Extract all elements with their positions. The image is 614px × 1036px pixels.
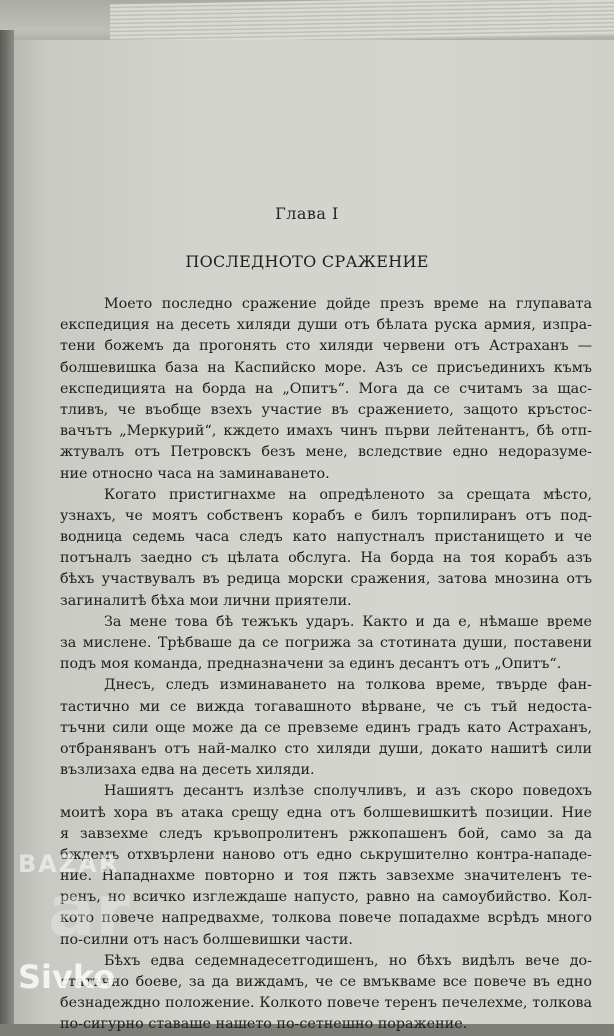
text-line: подъ моя команда, предназначени за единъ десантъ отъ „Опитъ“. [60, 656, 562, 673]
text-line: Нашиятъ десантъ излѣзе сполучливъ, и азъ скоро поведохъ [104, 783, 592, 800]
book-spine [0, 30, 14, 1024]
text-line: Бѣхъ едва седемнадесетгодишенъ, но бѣхъ видѣлъ вече до- [104, 952, 592, 969]
text-line: бѣхъ участвувалъ въ редица морски сражения, затова мнозина отъ [60, 571, 592, 588]
text-line: експедиция на десеть хиляди души отъ бѣлата руска армия, изпра- [60, 317, 592, 334]
text-line: по-силни отъ насъ болшевишки части. [60, 931, 353, 948]
chapter-number: Глава I [275, 204, 339, 223]
text-line: статъчно боеве, за да виждамъ, че се вмъкваме все повече въ едно [60, 974, 592, 990]
watermark-bottom-text: Sivko [18, 958, 116, 996]
text-line: узнахъ, че моятъ собственъ корабъ е билъ торпилиранъ отъ под- [60, 507, 592, 524]
text-line: тени божемъ да прогонять сто хиляди червени отъ Астраханъ — [60, 338, 592, 355]
text-line: ние относно часа на заминаването. [60, 465, 330, 482]
text-line: бждемъ отхвърлени наново отъ едно ськрушително контра-нападе- [60, 846, 592, 863]
chapter-title: ПОСЛЕДНОТО СРАЖЕНИЕ [185, 252, 429, 271]
text-line: вачътъ „Меркурий“, кждето имахъ чинъ първи лейтенантъ, бѣ отп- [60, 423, 592, 440]
text-line: възлизаха едва на десеть хиляди. [60, 762, 315, 779]
watermark-big-text: ar [48, 870, 130, 952]
text-line: болшевишка база на Каспийско море. Азъ се присъединихъ къмъ [60, 359, 592, 376]
watermark-logo [18, 850, 358, 1010]
text-line: ние. Нападнахме повторно и тоя пжть завзехме значителенъ те- [60, 868, 592, 885]
text-line: ренъ, но всичко изглеждаше напусто, равно на самоубийство. Кол- [60, 889, 592, 906]
text-line: експедицията на борда на „Опитъ“. Мога да се считамъ за щас- [60, 380, 592, 397]
text-line: загиналитѣ бѣха мои лични приятели. [60, 592, 352, 609]
text-line: тастично ми се вижда тогавашното вѣрване, че съ тъй недоста- [60, 698, 592, 715]
text-line: моитѣ хора въ атака срещу една отъ болшевишкитѣ позиции. Ние [60, 804, 592, 821]
text-line: за мислене. Трѣбваше да се погрижа за стотината души, поставени [60, 635, 592, 651]
text-line: по-сигурно ставаше нашето по-сетнешно поражение. [60, 1016, 468, 1033]
text-line: кото повече напредвахме, толкова повече попадахме всрѣдъ много [60, 910, 592, 927]
text-line: Моето последно сражение дойде презъ време на глупавата [104, 296, 592, 312]
text-line: безнадеждно положение. Колкото повече теренъ печелехме, толкова [60, 995, 592, 1012]
watermark-top-text: BAZAR [18, 850, 120, 878]
text-line: я завзехме следъ кръвопролитенъ ржкопашенъ бой, само за да [60, 825, 592, 842]
text-line: тливъ, че въобще взехъ участие въ сражението, защото кръстос- [60, 401, 592, 418]
text-line: За мене това бѣ тежъкъ ударъ. Както и да е, нѣмаше време [104, 613, 592, 630]
text-line: тъчни сили още може да се превземе единъ градъ като Астраханъ, [60, 719, 592, 736]
text-line: Днесъ, следъ изминаването на толкова време, твърде фан- [104, 677, 592, 694]
text-line: водница седемь часа следъ като напустналъ пристанището и че [60, 529, 592, 546]
text-line: жтувалъ отъ Петровскъ безъ мене, вследствие едно недоразуме- [60, 444, 592, 461]
text-line: потъналъ заедно съ цѣлата обслуга. На борда на тоя корабъ азъ [60, 550, 592, 567]
text-line: Когато пристигнахме на опредѣленото за срещата мѣсто, [104, 486, 592, 503]
text-line: отбраняванъ отъ най-малко сто хиляди души, докато нашитѣ сили [60, 740, 592, 757]
